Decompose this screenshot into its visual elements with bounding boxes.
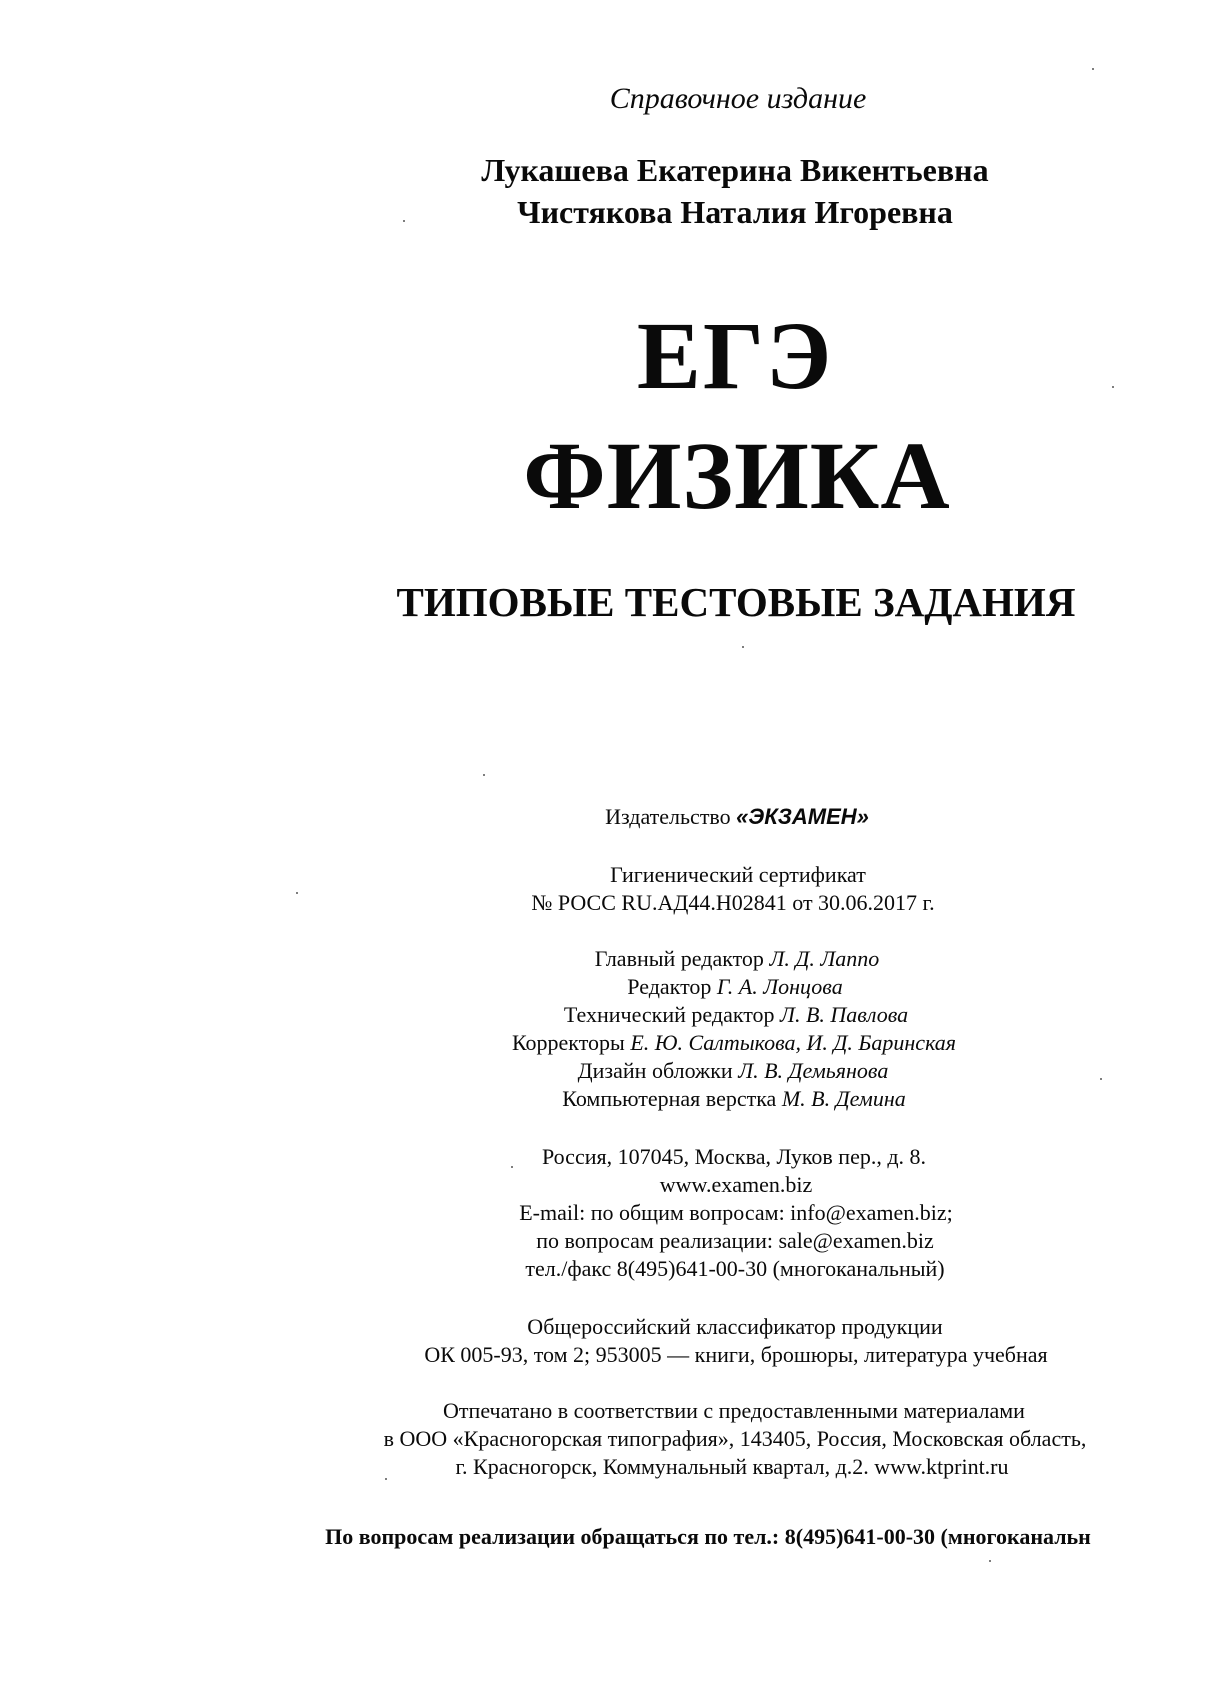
credit-chief-editor xyxy=(595,946,879,972)
publisher-website: www.examen.biz xyxy=(659,1172,813,1197)
publisher-phone: тел./факс 8(495)641-00-30 (многоканальный) xyxy=(525,1256,945,1281)
credit-person: Л. Д. Лаппо xyxy=(769,946,880,971)
book-subtitle: ТИПОВЫЕ ТЕСТОВЫЕ ЗАДАНИЯ xyxy=(396,579,1076,625)
classifier-title: Общероссийский классификатор продукции xyxy=(527,1314,943,1339)
publisher-email-general: E-mail: по общим вопросам: info@examen.biz; xyxy=(519,1200,953,1225)
credit-role: Дизайн обложки xyxy=(577,1058,733,1083)
credit-person: М. В. Демина xyxy=(781,1086,906,1111)
scan-speck xyxy=(385,1478,387,1480)
publisher-name: «ЭКЗАМЕН» xyxy=(736,804,869,829)
credit-role: Корректоры xyxy=(511,1030,625,1055)
credit-role: Редактор xyxy=(627,974,712,999)
book-title-line2: ФИЗИКА xyxy=(523,422,951,529)
publisher-line xyxy=(605,804,869,830)
scan-speck xyxy=(511,1166,513,1168)
scan-speck xyxy=(1092,68,1094,70)
scan-speck xyxy=(403,220,405,222)
edition-type: Справочное издание xyxy=(609,82,867,115)
scan-speck xyxy=(296,892,298,894)
certificate-title: Гигиенический сертификат xyxy=(610,862,866,887)
scan-speck xyxy=(1112,386,1114,388)
classifier-code: ОК 005-93, том 2; 953005 — книги, брошюры, литература учебная xyxy=(424,1342,1048,1367)
publisher-label: Издательство xyxy=(605,804,731,829)
publisher-email-sales: по вопросам реализации: sale@examen.biz xyxy=(536,1228,934,1253)
credit-layout xyxy=(562,1086,906,1112)
credit-role: Компьютерная верстка xyxy=(562,1086,777,1111)
credit-person: Л. В. Павлова xyxy=(780,1002,909,1027)
credit-role: Технический редактор xyxy=(563,1002,775,1027)
footer-sales-contact: По вопросам реализации обращаться по тел.: 8(495)641-00-30 (многоканальн xyxy=(325,1524,1091,1549)
credit-editor xyxy=(627,974,842,1000)
credit-cover-design xyxy=(578,1058,889,1084)
book-title-line1: ЕГЭ xyxy=(636,302,834,409)
publisher-address: Россия, 107045, Москва, Луков пер., д. 8. xyxy=(541,1144,927,1169)
credit-tech-editor xyxy=(564,1002,908,1028)
scan-speck xyxy=(483,774,485,776)
credit-person: Л. В. Демьянова xyxy=(738,1058,889,1083)
scan-speck xyxy=(742,646,744,648)
scan-speck xyxy=(989,1560,991,1562)
printing-line1: Отпечатано в соответствии с предоставленными материалами xyxy=(443,1398,1025,1423)
credit-role: Главный редактор xyxy=(594,946,764,971)
author-name: Лукашева Екатерина Викентьевна xyxy=(481,152,989,188)
certificate-number: № РОСС RU.АД44.Н02841 от 30.06.2017 г. xyxy=(531,890,935,915)
author-name: Чистякова Наталия Игоревна xyxy=(517,194,953,230)
credit-proofreaders xyxy=(512,1030,956,1056)
printing-line2: в ООО «Красногорская типография», 143405, Россия, Московская область, xyxy=(383,1426,1087,1451)
printing-line3: г. Красногорск, Коммунальный квартал, д.2. www.ktprint.ru xyxy=(455,1454,1009,1479)
credit-person: Е. Ю. Салтыкова, И. Д. Баринская xyxy=(630,1030,957,1055)
credit-person: Г. А. Лонцова xyxy=(716,974,843,999)
scan-speck xyxy=(1100,1078,1102,1080)
